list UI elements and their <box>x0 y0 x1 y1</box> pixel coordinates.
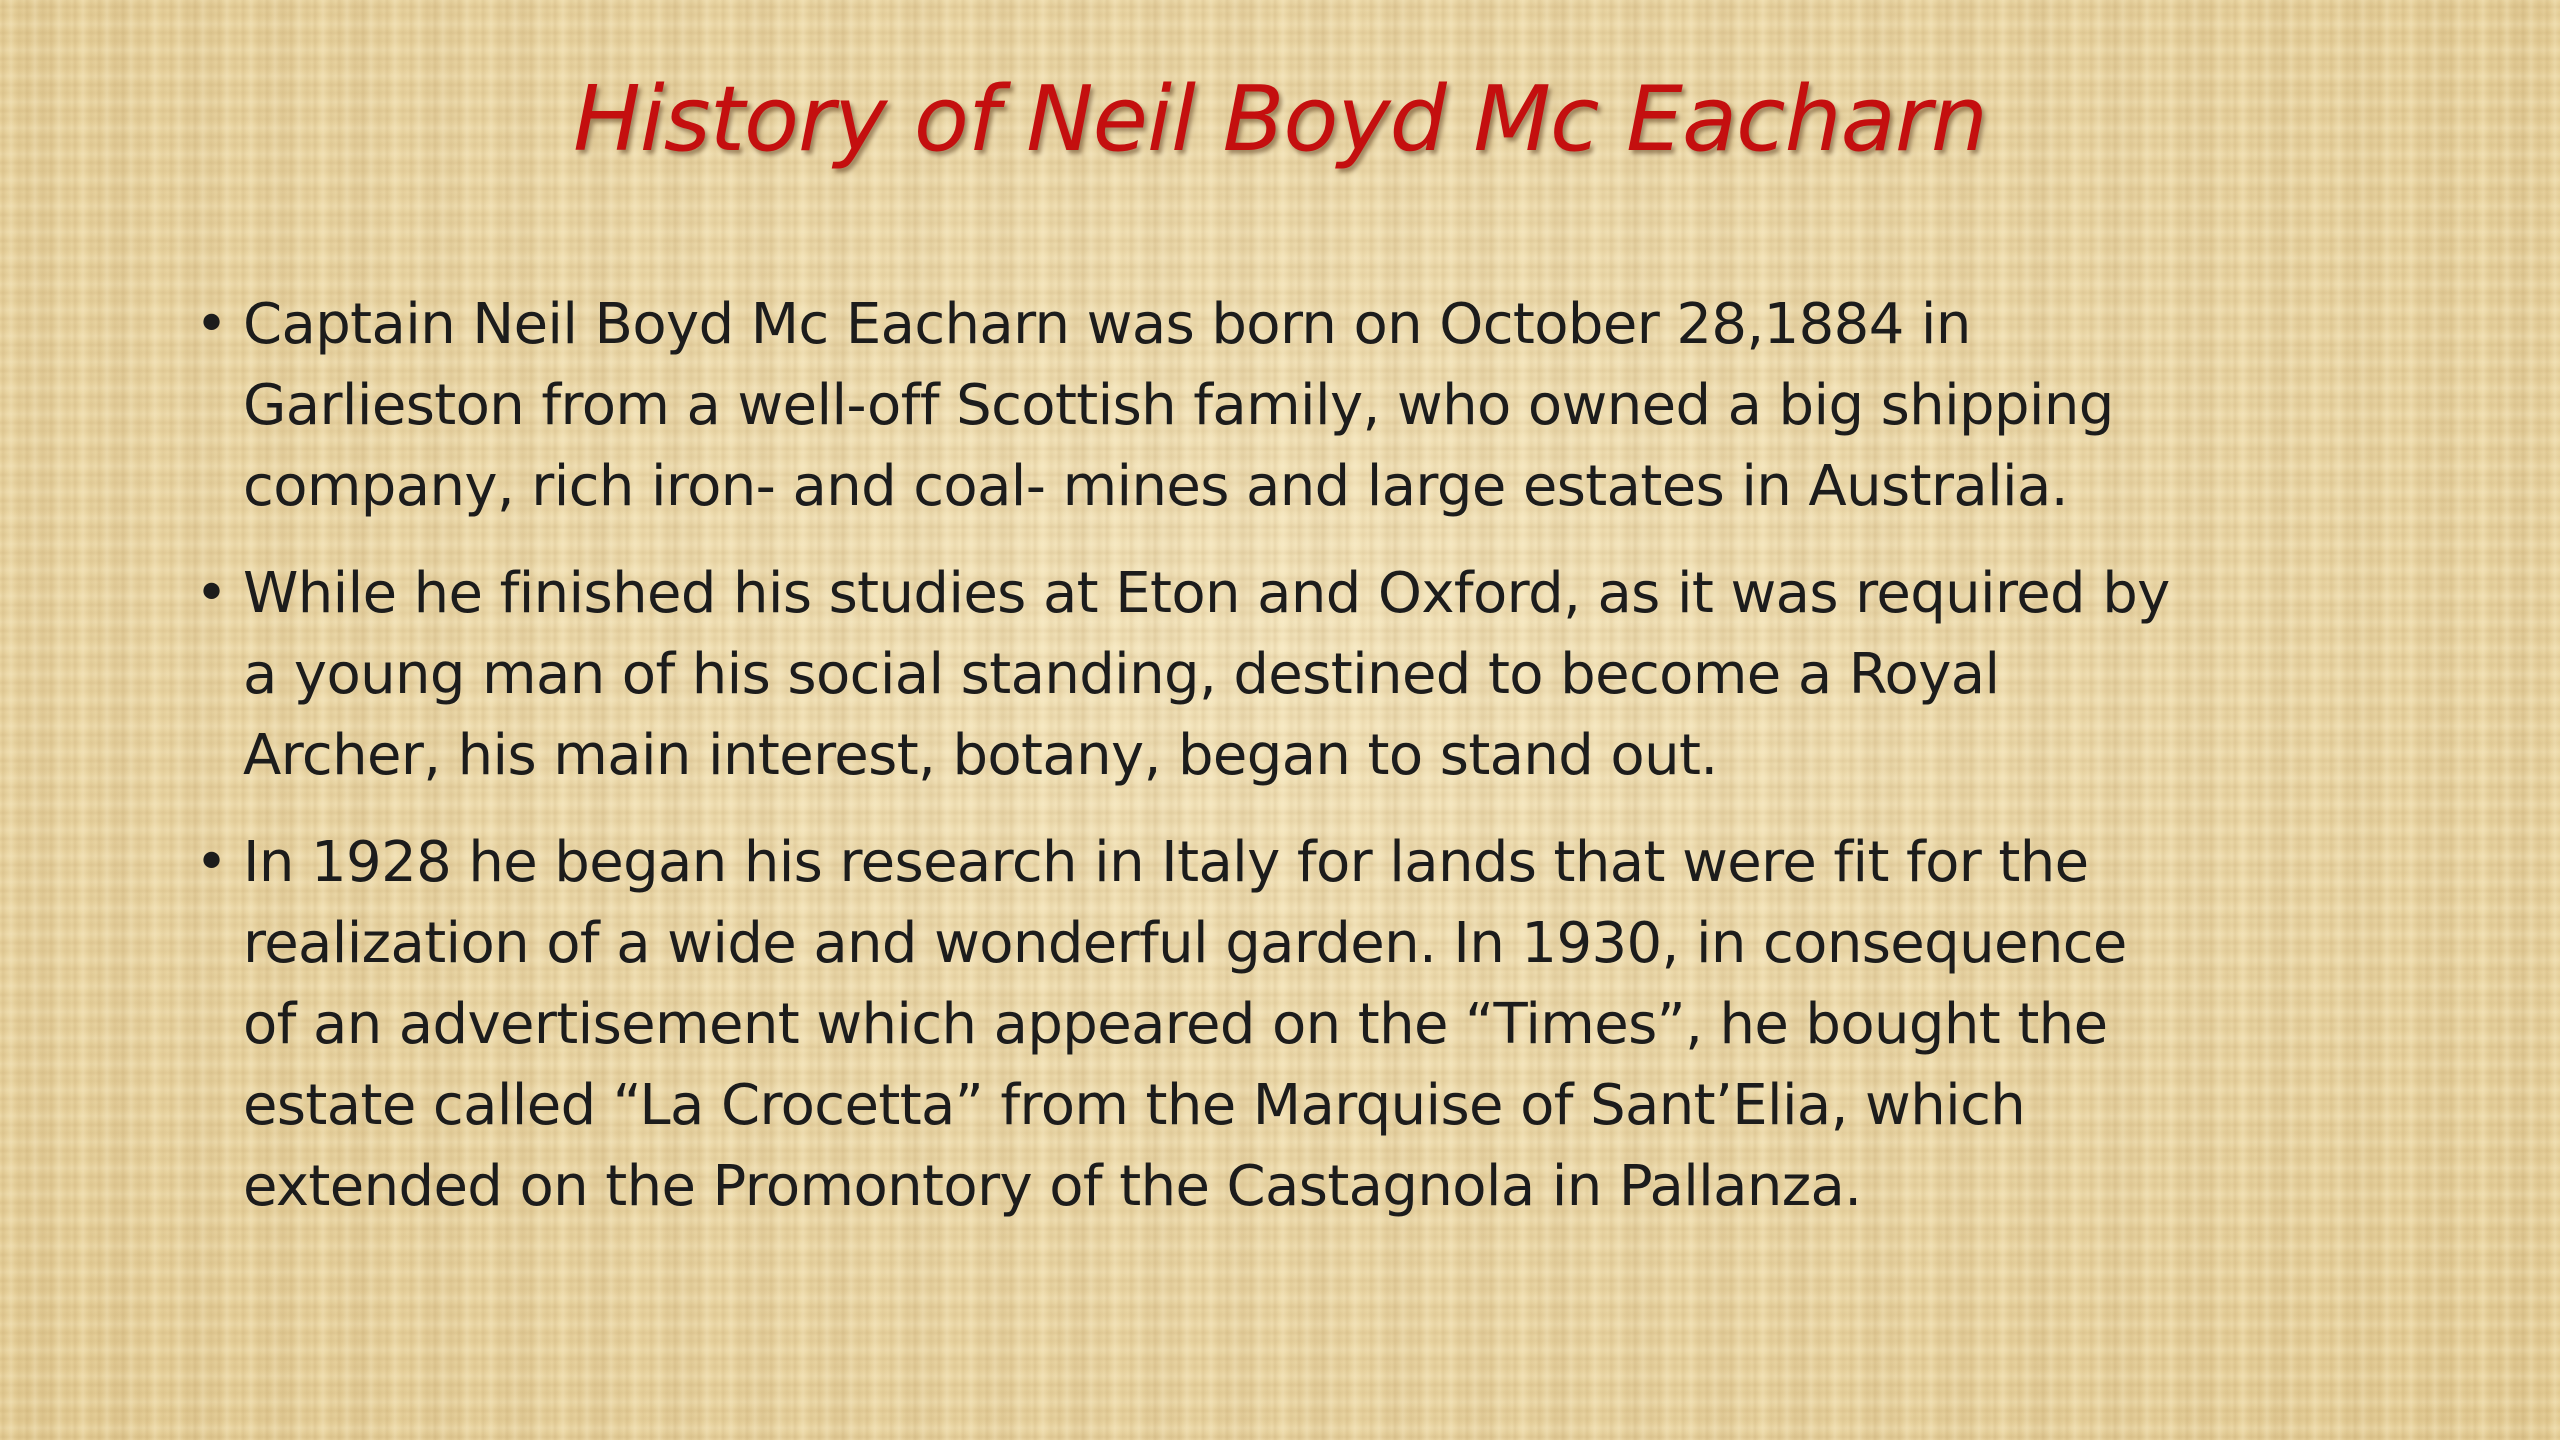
bullet-dot-icon: • <box>195 561 228 626</box>
bullet-item-1 <box>195 284 2395 527</box>
bullet-line: of an advertisement which appeared on the “Times”, he bought the <box>243 992 2108 1057</box>
bullet-line: Archer, his main interest, botany, began to stand out. <box>243 723 1718 788</box>
bullet-item-3 <box>195 822 2395 1227</box>
bullet-line: company, rich iron- and coal- mines and large estates in Australia. <box>243 454 2068 519</box>
bullet-line: extended on the Promontory of the Castagnola in Pallanza. <box>243 1154 1862 1219</box>
bullet-line: While he finished his studies at Eton and Oxford, as it was required by <box>243 561 2170 626</box>
bullet-line: In 1928 he began his research in Italy for lands that were fit for the <box>243 830 2089 895</box>
bullet-item-2 <box>195 553 2395 796</box>
bullet-dot-icon: • <box>195 292 228 357</box>
bullet-line: realization of a wide and wonderful garden. In 1930, in consequence <box>243 911 2127 976</box>
bullet-line: a young man of his social standing, destined to become a Royal <box>243 642 2000 707</box>
bullet-line: estate called “La Crocetta” from the Marquise of Sant’Elia, which <box>243 1073 2026 1138</box>
bullet-dot-icon: • <box>195 830 228 895</box>
bullet-list <box>195 284 2395 1253</box>
bullet-line: Captain Neil Boyd Mc Eacharn was born on October 28,1884 in <box>243 292 1971 357</box>
slide-title: History of Neil Boyd Mc Eacharn <box>573 67 1987 172</box>
bullet-line: Garlieston from a well-off Scottish family, who owned a big shipping <box>243 373 2114 438</box>
